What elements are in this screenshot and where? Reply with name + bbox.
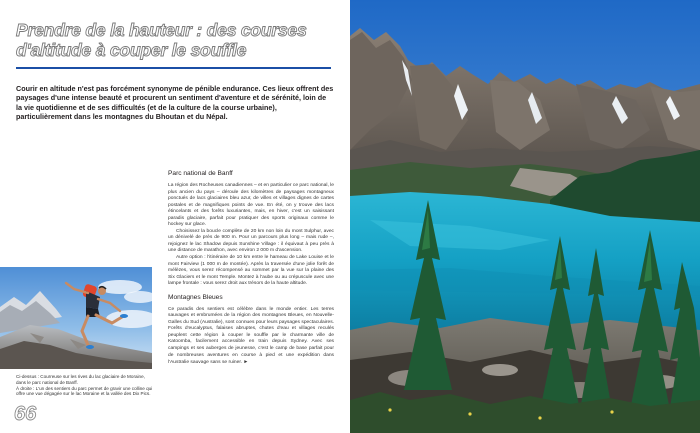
blue-mountains-text: Ce paradis des sentiers est célèbre dans le monde entier. Les terres sauvages et embrumées de la région des montagnes Bleues, en Nouvelle-Galles du Sud (Australie), sont connues pour leurs paysages spectaculaires. Forêts d'eucalyptus, falaises abruptes, chutes d'eau et villages reculés peuplent cette région à couper le souffle par le charmante ville de Katoomba, facilement accessible en train depuis Sydney. Avec ses campings et ses auberges de jeunesse, c'est le camp de base parfait pour de nombreuses aventures en course à pied et une expédition dans l'Australie sauvage sans se ruiner. <box>168 306 334 366</box>
headline-line-1: Prendre de la hauteur : des courses <box>16 20 307 40</box>
page-headline <box>16 20 316 60</box>
right-page <box>350 0 700 433</box>
headline-rule <box>16 67 331 69</box>
page-number: 66 <box>14 403 37 425</box>
banff-paragraph-1: La région des Rocheuses canadiennes – et en particulier ce parc national, le plus ancien du pays – déroule des kilomètres de paysages montagneux ponctués de lacs glaciaires bleu azur, de villes et villages dignes de cartes postales et de magnifiques points de vue. En été, on y trouve des lacs étincelants et des forêts luxuriantes, mais, en hiver, c'est un saisissant paradis glaciaire, parfait pour pratiquer des sports originaux comme le hockey sur glace. <box>168 183 334 228</box>
runner-photo-image <box>0 267 152 369</box>
body-column <box>168 170 334 367</box>
runner-photo <box>0 267 152 369</box>
caption-line-1: Ci-dessus : Courreuse sur les rives du lac glaciaire de Moraine, dans le parc national de Banff. <box>16 374 145 385</box>
section-title-blue-mountains: Montagnes Bleues <box>168 293 223 301</box>
headline-line-2: d'altitude à couper le souffle <box>16 40 247 60</box>
blue-mountains-paragraph <box>168 307 334 367</box>
banff-paragraph-2: Choisissez la boucle complète de 20 km non loin du mont Sulphur, avec un dénivelé de près de 900 m. Pour un parcours plus long – mais rude –, rejoignez le lac Shadow depuis Sunshine Village : il équivaut à peu près à une distance de marathon, avec environ 2 000 m d'ascension. <box>168 228 334 254</box>
banff-paragraph-3: Autre option : l'itinéraire de 10 km entre le hameau de Lake Louise et le mont Fairview (1 000 m de montée). Après la traversée d'une jolie forêt de mélèzes, vous serez récompensé au sommet par la vue sur la plaine des Six Glaciers et le mont Temple. Montez à l'aube ou au crépuscule avec une lampe frontale : vous serez droit aux trésors de la haute altitude. <box>168 255 334 287</box>
photo-caption <box>16 374 156 397</box>
moraine-lake-photo <box>350 0 700 433</box>
section-title-banff: Parc national de Banff <box>168 170 233 177</box>
end-mark-icon: ► <box>243 359 249 366</box>
intro-paragraph: Courir en altitude n'est pas forcément synonyme de pénible endurance. Ces lieux offrent des paysages d'une intense beauté et procurent un sentiment d'aventure et de sérénité, loin de la vie quotidienne et de ses difficultés (et de la culture de la course urbaine), particulièrement dans les montagnes du Bhoutan et du Népal. <box>16 84 334 122</box>
caption-line-2: À droite : L'un des sentiers du parc permet de gravir une colline qui offre une vue dégagée sur le lac Moraine et la vallée des Dix Pics. <box>16 385 153 397</box>
